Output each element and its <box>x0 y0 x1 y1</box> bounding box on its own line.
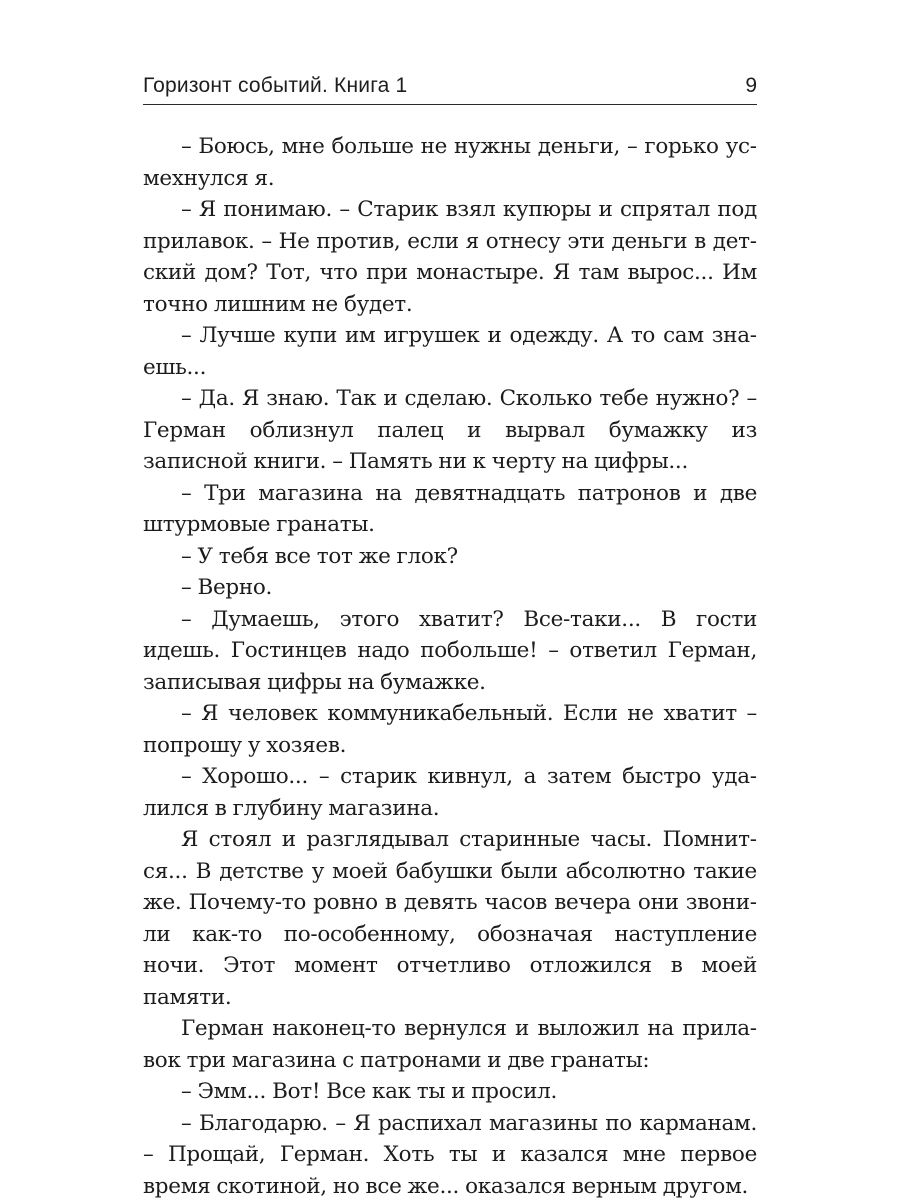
running-header <box>143 72 757 105</box>
paragraph: – Эмм... Вот! Все как ты и просил. <box>143 1076 757 1108</box>
paragraph: – Я понимаю. – Старик взял купюры и спрятал под прилавок. – Не против, если я отнесу эти деньги в детский дом? Тот, что при монастыре. Я там вырос... Им точно лишним не будет. <box>143 194 757 320</box>
paragraph: Я стоял и разглядывал старинные часы. Помнится... В детстве у моей бабушки были абсолютно такие же. Почему-то ровно в девять часов вечера они звонили как-то по-особенному, обозначая наступление ночи. Этот момент отчетливо отложился в моей памяти. <box>143 824 757 1013</box>
paragraph: Герман наконец-то вернулся и выложил на прилавок три магазина с патронами и две гранаты: <box>143 1013 757 1076</box>
paragraph: – Да. Я знаю. Так и сделаю. Сколько тебе нужно? – Герман облизнул палец и вырвал бумажку из записной книги. – Память ни к черту на цифры... <box>143 383 757 478</box>
paragraph: – Думаешь, этого хватит? Все-таки... В гости идешь. Гостинцев надо побольше! – ответил Герман, записывая цифры на бумажке. <box>143 604 757 699</box>
paragraph: – Благодарю. – Я распихал магазины по карманам. – Прощай, Герман. Хоть ты и казался мне первое время скотиной, но все же... оказался верным другом. <box>143 1108 757 1202</box>
paragraph: – Я человек коммуникабельный. Если не хватит – попрошу у хозяев. <box>143 698 757 761</box>
paragraph: – У тебя все тот же глок? <box>143 541 757 573</box>
paragraph: – Верно. <box>143 572 757 604</box>
paragraph: – Хорошо... – старик кивнул, а затем быстро удалился в глубину магазина. <box>143 761 757 824</box>
paragraph: – Три магазина на девятнадцать патронов и две штурмовые гранаты. <box>143 478 757 541</box>
paragraph: – Лучше купи им игрушек и одежду. А то сам знаешь... <box>143 320 757 383</box>
page-body <box>143 131 757 1202</box>
book-title: Горизонт событий. Книга 1 <box>143 74 407 98</box>
paragraph: – Боюсь, мне больше не нужны деньги, – горько усмехнулся я. <box>143 131 757 194</box>
page-number: 9 <box>745 74 757 98</box>
